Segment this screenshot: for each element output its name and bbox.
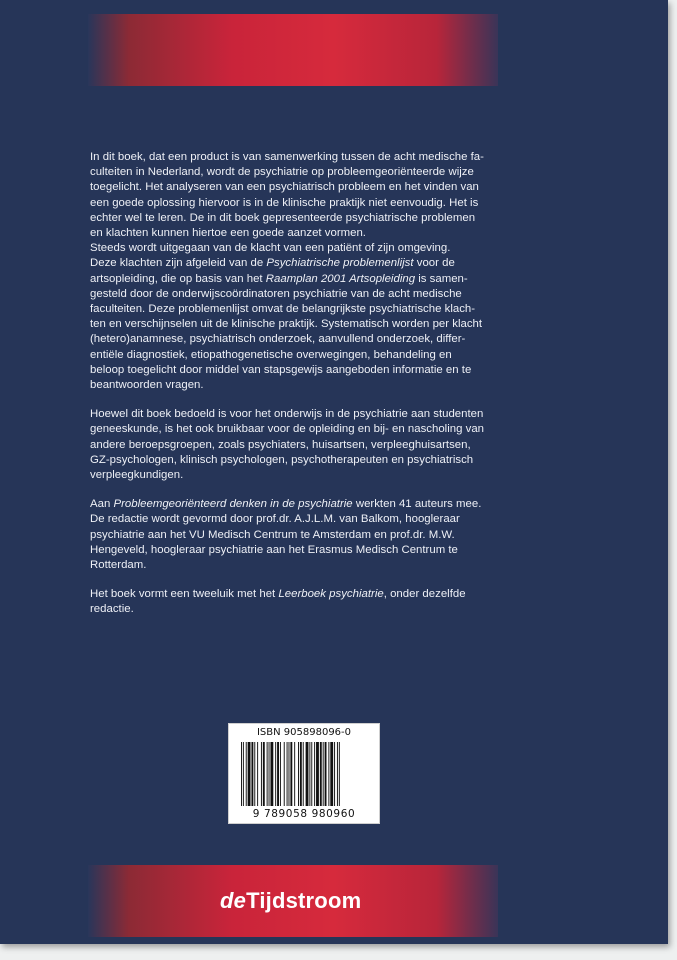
barcode-bar: [287, 742, 288, 806]
barcode-bar: [257, 742, 258, 806]
barcode-bar: [316, 742, 319, 806]
blurb-paragraph-2: Hoewel dit boek bedoeld is voor het onderwijs in de psychiatrie aan studenten geneeskunde, is het ook bruikbaar voor de opleiding en bij- en nascholing van andere beroepsgroepen, zoals psychiaters, huisartsen, verpleeghuisartsen, GZ-psychologen, klinisch psychologen, psychotherapeuten en psychiatrisch verpleegkundigen.: [90, 408, 485, 482]
barcode-bar: [337, 742, 338, 806]
isbn-barcode: [228, 723, 380, 824]
blurb-paragraph-4: Het boek vormt een tweeluik met het Leerboek psychiatrie, onder dezelfde redactie.: [90, 588, 466, 616]
blurb-text: [90, 150, 510, 632]
barcode-bar: [300, 742, 302, 806]
barcode-bar: [248, 742, 251, 806]
ean-digits: 9 789058 980960: [252, 808, 356, 820]
barcode-bar: [275, 742, 276, 806]
blurb-paragraph-1: In dit boek, dat een product is van samenwerking tussen de acht medische fa- culteiten in Nederland, wordt de psychiatrie op probleemgeoriënteerde wijze toegelicht. Het analyseren van een psychiatrisch probleem en het vinden van een goede oplossing hiervoor is in de klinische praktijk niet eenvoudig. Het is echter wel te leren. De in dit boek gepresenteerde psychiatrische problemen en klachten kunnen hiertoe een goede aanzet vormen. Steeds wordt uitgegaan van de klacht van een patiënt of zijn omgeving. Deze klachten zijn afgeleid van de Psychiatrische problemenlijst voor de artsopleiding, die op basis van het Raamplan 2001 Artsopleiding is samen- gesteld door de onderwijscoördinatoren psychiatrie van de acht medische faculteiten. Deze problemenlijst omvat de belangrijkste psychiatrische klach- ten en verschijnselen uit de klinische praktijk. Systematisch worden per klacht (hetero)anamnese, psychiatrisch onderzoek, aanvullend onderzoek, differ- entiële diagnostiek, etiopathogenetische overwegingen, behandeling en beloop toegelicht door middel van stapsgewijs aangeboden informatie en te beantwoorden vragen.: [90, 151, 484, 392]
barcode-bar: [251, 742, 253, 806]
barcode-bar: [328, 742, 329, 806]
barcode-bar: [325, 742, 327, 806]
barcode-bar: [323, 742, 324, 806]
isbn-label: ISBN 905898096-0: [256, 727, 352, 738]
barcode-bar: [314, 742, 315, 806]
barcode-bar: [243, 742, 244, 806]
barcode-bar: [298, 742, 299, 806]
barcode-bar: [241, 742, 242, 806]
barcode-bar: [246, 742, 247, 806]
publisher-logo: deTijdstroom: [220, 888, 362, 913]
barcode-bar: [263, 742, 265, 806]
barcode-bar: [261, 742, 262, 806]
barcode-bar: [269, 742, 270, 806]
barcode-bar: [294, 742, 295, 806]
barcode-bar: [277, 742, 279, 806]
barcode-bar: [320, 742, 322, 806]
barcode-bar: [270, 742, 273, 806]
barcode-bar: [311, 742, 312, 806]
barcode-bar: [267, 742, 268, 806]
barcode-bar: [334, 742, 335, 806]
barcode-bar: [303, 742, 304, 806]
barcode-bar: [339, 742, 340, 806]
barcode-bar: [254, 742, 255, 806]
barcode-bar: [289, 742, 290, 806]
barcode-bar: [306, 742, 309, 806]
top-color-band: [88, 14, 498, 86]
barcode-bar: [284, 742, 285, 806]
barcode-bar: [309, 742, 310, 806]
barcode-bar: [330, 742, 333, 806]
barcode-bar: [280, 742, 281, 806]
blurb-paragraph-3: Aan Probleemgeoriënteerd denken in de psychiatrie werkten 41 auteurs mee. De redactie wordt gevormd door prof.dr. A.J.L.M. van Balkom, hoogleraar psychiatrie aan het VU Medisch Centrum te Amsterdam en prof.dr. M.W. Hengeveld, hoogleraar psychiatrie aan het Erasmus Medisch Centrum te Rotterdam.: [90, 498, 482, 572]
barcode-bars: [241, 742, 367, 806]
barcode-bar: [290, 742, 292, 806]
